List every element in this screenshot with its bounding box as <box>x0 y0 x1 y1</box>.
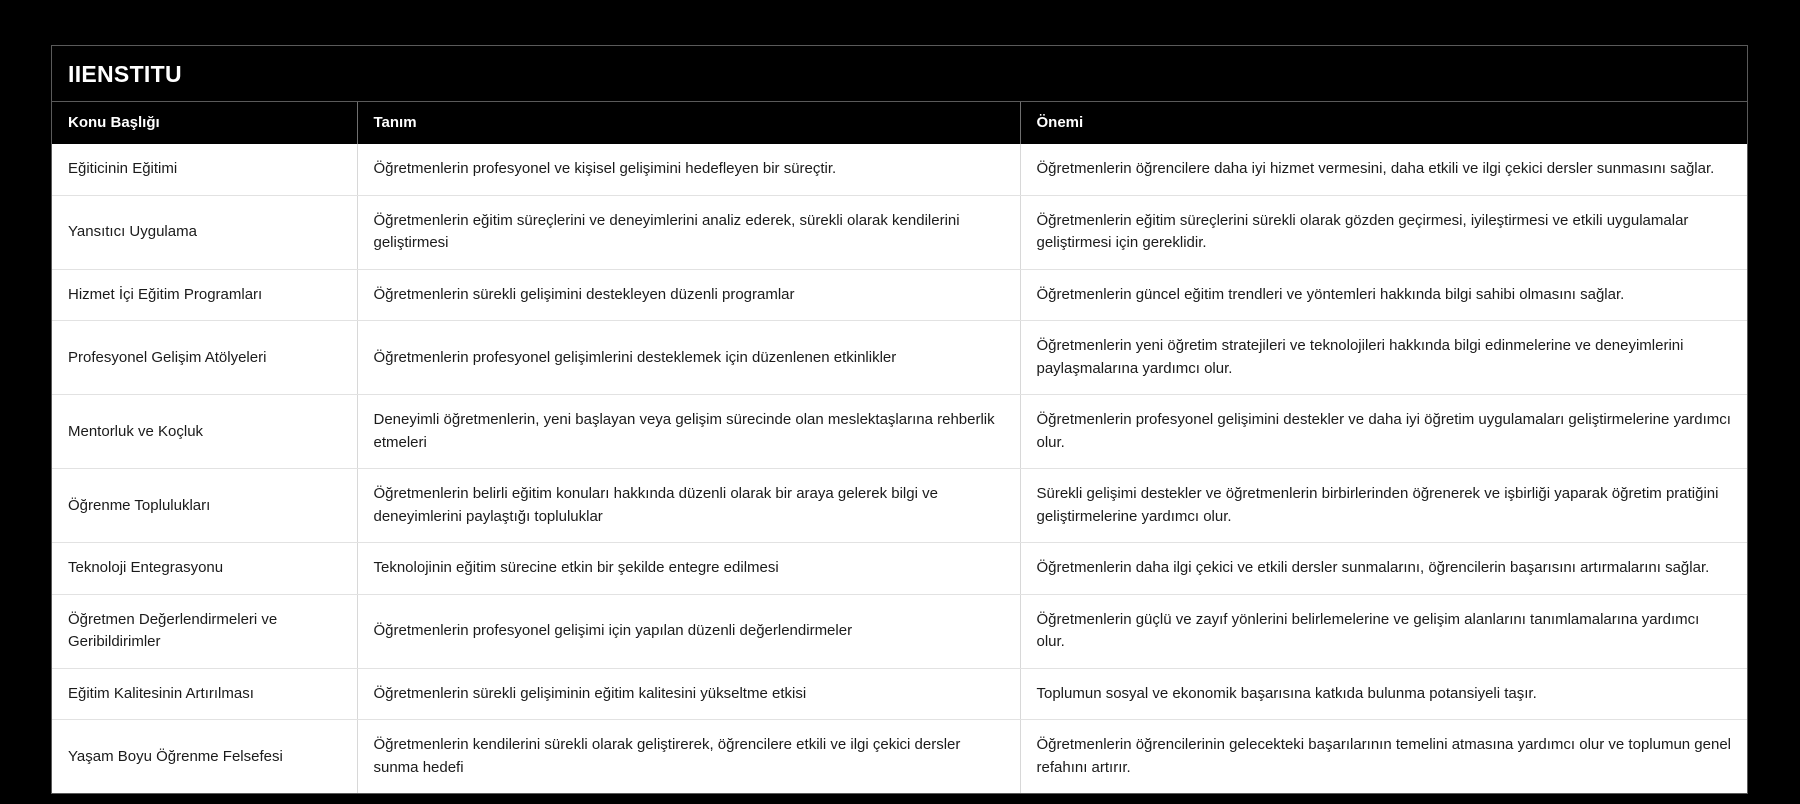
table-row <box>52 668 1747 720</box>
cell-importance: Öğretmenlerin öğrencilerinin gelecekteki başarılarının temelini atmasına yardımcı olur ve toplumun genel refahını artırır. <box>1020 720 1747 794</box>
cell-topic: Teknoloji Entegrasyonu <box>52 543 357 595</box>
cell-importance: Öğretmenlerin güncel eğitim trendleri ve yöntemleri hakkında bilgi sahibi olmasını sağlar. <box>1020 269 1747 321</box>
brand-name: IIENSTITU <box>68 61 182 87</box>
cell-definition: Teknolojinin eğitim sürecine etkin bir şekilde entegre edilmesi <box>357 543 1020 595</box>
cell-definition: Öğretmenlerin sürekli gelişiminin eğitim kalitesini yükseltme etkisi <box>357 668 1020 720</box>
info-table-card <box>51 45 1748 794</box>
cell-importance: Öğretmenlerin daha ilgi çekici ve etkili dersler sunmalarını, öğrencilerin başarısını artırmalarını sağlar. <box>1020 543 1747 595</box>
cell-topic: Mentorluk ve Koçluk <box>52 395 357 469</box>
cell-topic: Yansıtıcı Uygulama <box>52 195 357 269</box>
cell-topic: Eğiticinin Eğitimi <box>52 144 357 195</box>
cell-definition: Deneyimli öğretmenlerin, yeni başlayan veya gelişim sürecinde olan meslektaşlarına rehberlik etmeleri <box>357 395 1020 469</box>
teacher-development-table <box>52 102 1747 793</box>
cell-definition: Öğretmenlerin profesyonel gelişimi için yapılan düzenli değerlendirmeler <box>357 594 1020 668</box>
brand-bar <box>52 46 1747 102</box>
table-row <box>52 269 1747 321</box>
cell-importance: Sürekli gelişimi destekler ve öğretmenlerin birbirlerinden öğrenerek ve işbirliği yaparak öğretim pratiğini geliştirmelerine yardımcı olur. <box>1020 469 1747 543</box>
cell-topic: Öğrenme Toplulukları <box>52 469 357 543</box>
cell-topic: Hizmet İçi Eğitim Programları <box>52 269 357 321</box>
cell-topic: Eğitim Kalitesinin Artırılması <box>52 668 357 720</box>
cell-importance: Toplumun sosyal ve ekonomik başarısına katkıda bulunma potansiyeli taşır. <box>1020 668 1747 720</box>
table-row <box>52 144 1747 195</box>
table-body <box>52 144 1747 793</box>
cell-topic: Yaşam Boyu Öğrenme Felsefesi <box>52 720 357 794</box>
cell-importance: Öğretmenlerin öğrencilere daha iyi hizmet vermesini, daha etkili ve ilgi çekici dersler sunmasını sağlar. <box>1020 144 1747 195</box>
cell-definition: Öğretmenlerin eğitim süreçlerini ve deneyimlerini analiz ederek, sürekli olarak kendilerini geliştirmesi <box>357 195 1020 269</box>
cell-importance: Öğretmenlerin güçlü ve zayıf yönlerini belirlemelerine ve gelişim alanlarını tanımlamalarına yardımcı olur. <box>1020 594 1747 668</box>
column-header-definition: Tanım <box>357 102 1020 144</box>
cell-definition: Öğretmenlerin sürekli gelişimini destekleyen düzenli programlar <box>357 269 1020 321</box>
table-header-row <box>52 102 1747 144</box>
cell-definition: Öğretmenlerin profesyonel gelişimlerini desteklemek için düzenlenen etkinlikler <box>357 321 1020 395</box>
cell-topic: Öğretmen Değerlendirmeleri ve Geribildirimler <box>52 594 357 668</box>
table-row <box>52 469 1747 543</box>
cell-definition: Öğretmenlerin belirli eğitim konuları hakkında düzenli olarak bir araya gelerek bilgi ve deneyimlerini paylaştığı topluluklar <box>357 469 1020 543</box>
cell-definition: Öğretmenlerin kendilerini sürekli olarak geliştirerek, öğrencilere etkili ve ilgi çekici dersler sunma hedefi <box>357 720 1020 794</box>
cell-importance: Öğretmenlerin yeni öğretim stratejileri ve teknolojileri hakkında bilgi edinmelerine ve deneyimlerini paylaşmalarına yardımcı olur. <box>1020 321 1747 395</box>
table-header <box>52 102 1747 144</box>
cell-importance: Öğretmenlerin eğitim süreçlerini sürekli olarak gözden geçirmesi, iyileştirmesi ve etkili uygulamalar geliştirmesi için gereklidir. <box>1020 195 1747 269</box>
column-header-topic: Konu Başlığı <box>52 102 357 144</box>
table-row <box>52 321 1747 395</box>
table-row <box>52 395 1747 469</box>
column-header-importance: Önemi <box>1020 102 1747 144</box>
table-row <box>52 720 1747 794</box>
cell-definition: Öğretmenlerin profesyonel ve kişisel gelişimini hedefleyen bir süreçtir. <box>357 144 1020 195</box>
cell-importance: Öğretmenlerin profesyonel gelişimini destekler ve daha iyi öğretim uygulamaları geliştirmelerine yardımcı olur. <box>1020 395 1747 469</box>
table-row <box>52 195 1747 269</box>
table-row <box>52 543 1747 595</box>
table-row <box>52 594 1747 668</box>
cell-topic: Profesyonel Gelişim Atölyeleri <box>52 321 357 395</box>
